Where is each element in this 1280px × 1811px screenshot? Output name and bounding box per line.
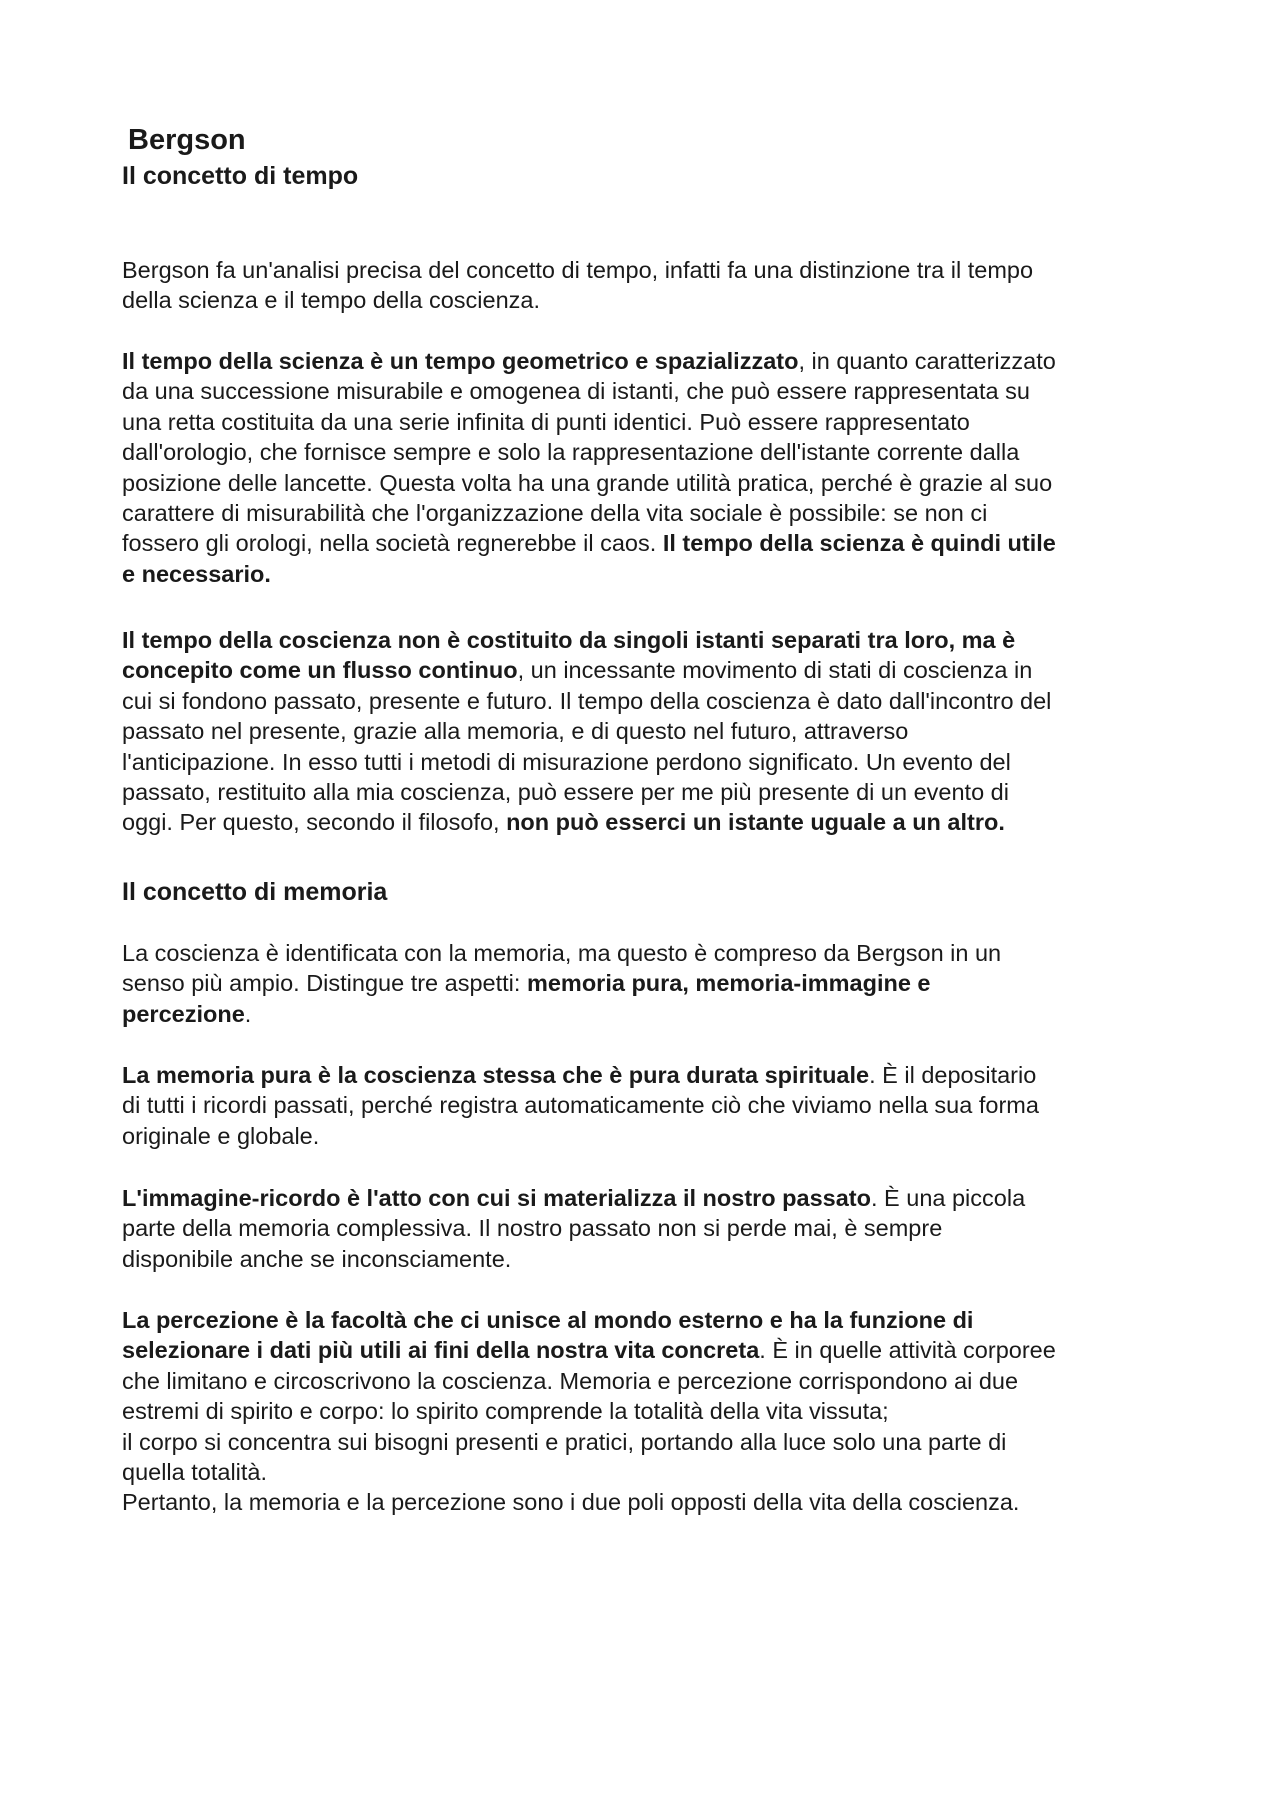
text-run: una retta costituita da una serie infinita di punti identici. Può essere rappresentato [122,408,970,435]
bold-text: Il tempo della scienza è quindi utile [662,530,1056,557]
paragraph [122,1060,1172,1151]
text-line [122,686,1172,716]
paragraph [122,346,1172,589]
text-run: dall'orologio, che fornisce sempre e solo la rappresentazione dell'istante corrente dalla [122,439,1020,466]
text-line [122,999,1172,1029]
section-heading-memoria: Il concetto di memoria [122,878,388,906]
text-line [122,468,1172,498]
text-line [122,528,1172,558]
text-line [122,285,1172,315]
text-line [122,625,1172,655]
text-run: della scienza e il tempo della coscienza. [122,287,541,314]
paragraph [122,625,1172,838]
text-run: senso più ampio. Distingue tre aspetti: [122,970,527,997]
text-line [122,1396,1172,1426]
text-run: Bergson fa un'analisi precisa del concetto di tempo, infatti fa una distinzione tra il tempo [122,257,1034,283]
text-line [122,559,1172,589]
text-run: quella totalità. [122,1458,268,1485]
bold-text: selezionare i dati più utili ai fini della nostra vita concreta [122,1337,760,1364]
text-line [122,1427,1172,1457]
text-run: . È una piccola [870,1185,1026,1211]
text-run: carattere di misurabilità che l'organizzazione della vita sociale è possibile: se non ci [122,499,988,526]
text-run: parte della memoria complessiva. Il nostro passato non si perde mai, è sempre [122,1215,943,1242]
text-run: disponibile anche se inconsciamente. [122,1245,512,1272]
bold-text: L'immagine-ricordo è l'atto con cui si materializza il nostro passato [122,1185,871,1211]
text-line [122,1487,1172,1517]
paragraph [122,1183,1172,1274]
text-line [122,1121,1172,1151]
bold-text: e necessario. [122,560,271,587]
document-title: Bergson [128,124,246,156]
text-run: . [244,1000,252,1027]
text-line [122,407,1172,437]
text-run: , un incessante movimento di stati di coscienza in [517,657,1033,684]
text-line [122,1366,1172,1396]
section-heading-tempo: Il concetto di tempo [122,162,359,190]
text-line [122,376,1172,406]
text-run: , in quanto caratterizzato [798,348,1056,374]
text-run: fossero gli orologi, nella società regnerebbe il caos. [122,530,663,557]
text-run: che limitano e circoscrivono la coscienza. Memoria e percezione corrispondono ai due [122,1367,1019,1394]
text-run: passato nel presente, grazie alla memoria, e di questo nel futuro, attraverso [122,718,909,745]
paragraph [122,938,1172,1029]
text-line [122,747,1172,777]
text-line [122,1213,1172,1243]
text-run: . È in quelle attività corporee [759,1337,1056,1364]
text-run: da una successione misurabile e omogenea di istanti, che può essere rappresentata su [122,378,1030,405]
bold-text: memoria pura, memoria-immagine e [526,970,931,997]
bold-text: Il tempo della scienza è un tempo geometrico e spazializzato [122,348,799,374]
text-run: cui si fondono passato, presente e futuro. Il tempo della coscienza è dato dall'incontro del [122,687,1052,714]
text-run: il corpo si concentra sui bisogni presenti e pratici, portando alla luce solo una parte di [122,1428,1007,1455]
text-line [122,968,1172,998]
text-line [122,346,1172,376]
text-line [122,655,1172,685]
text-run: La coscienza è identificata con la memoria, ma questo è compreso da Bergson in un [122,940,1002,966]
text-line [122,1335,1172,1365]
text-line [122,1457,1172,1487]
text-line [122,777,1172,807]
paragraph [122,1305,1172,1518]
text-run: di tutti i ricordi passati, perché registra automaticamente ciò che viviamo nella sua forma [122,1092,1039,1119]
text-run: originale e globale. [122,1122,320,1149]
bold-text: La memoria pura è la coscienza stessa che è pura durata spirituale [122,1062,870,1088]
text-run: passato, restituito alla mia coscienza, può essere per me più presente di un evento di [122,778,1009,805]
text-line [122,807,1172,837]
bold-text: non può esserci un istante uguale a un altro. [506,809,1005,836]
text-run: l'anticipazione. In esso tutti i metodi di misurazione perdono significato. Un evento del [122,748,1011,775]
text-run: oggi. Per questo, secondo il filosofo, [122,809,507,836]
text-line [122,498,1172,528]
text-run: estremi di spirito e corpo: lo spirito comprende la totalità della vita vissuta; [122,1398,889,1425]
text-line [122,716,1172,746]
text-line [122,1305,1172,1335]
text-run: Pertanto, la memoria e la percezione sono i due poli opposti della vita della coscienza. [122,1489,1020,1516]
text-line [122,255,1172,285]
text-line [122,1244,1172,1274]
text-line [122,938,1172,968]
bold-text: La percezione è la facoltà che ci unisce al mondo esterno e ha la funzione di [122,1307,974,1333]
text-line [122,1090,1172,1120]
text-line [122,1060,1172,1090]
text-run: posizione delle lancette. Questa volta ha una grande utilità pratica, perché è grazie al suo [122,469,1053,496]
bold-text: percezione [122,1000,245,1027]
text-line [122,437,1172,467]
text-run: . È il depositario [869,1062,1037,1088]
bold-text: Il tempo della coscienza non è costituito da singoli istanti separati tra loro, ma è [122,627,1016,653]
bold-text: concepito come un flusso continuo [122,657,518,684]
paragraph [122,255,1172,316]
text-line [122,1183,1172,1213]
